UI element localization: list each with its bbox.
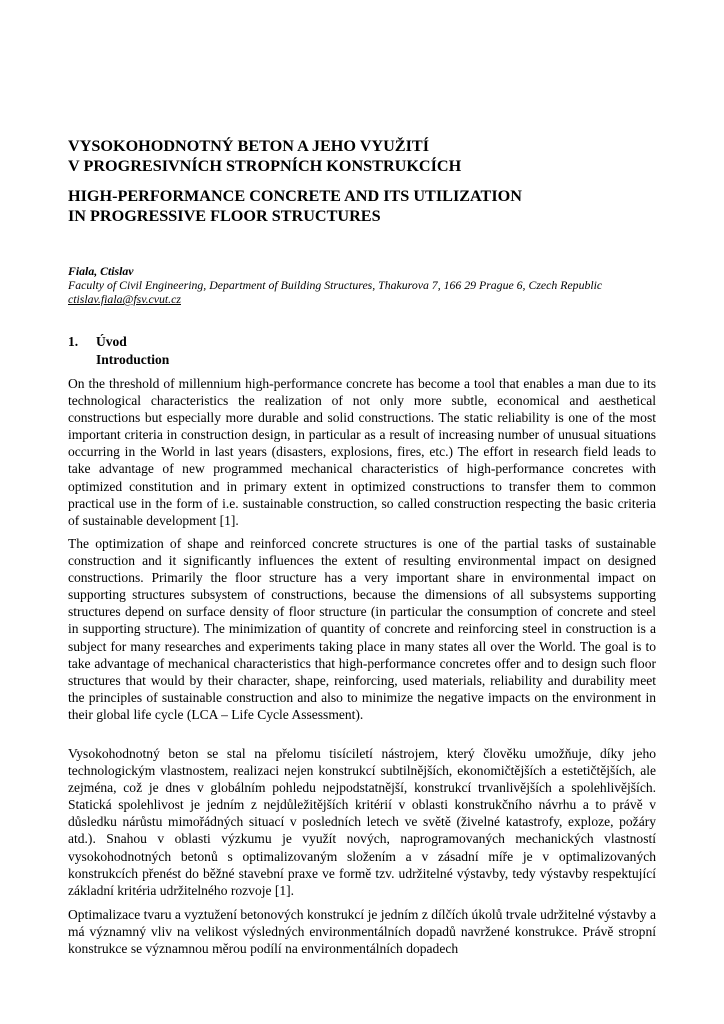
title-en-line-2: IN PROGRESSIVE FLOOR STRUCTURES (68, 207, 381, 225)
section-number: 1. (68, 334, 79, 349)
paragraph-2: The optimization of shape and reinforced concrete structures is one of the partial tasks of sustainable construction and it significantly influences the extent of resulting environmental impact on designed constructions. Primarily the floor structure has a very important share in environmental impact on supporting structures subsystem of constructions, because the dimensions of all subsystems supporting structures depend on surface density of floor structure (in particular the consumption of concrete and steel in supporting structure). The minimization of quantity of concrete and reinforcing steel in construction is a subject for many researches and experiments taking place in many states all over the World. The goal is to take advantage of mechanical characteristics that high-performance concretes offer and to design such floor structures that would by their character, shape, reinforcing, used materials, reliability and durability meet the principles of sustainable construction and also to minimize the negative impacts on the environment in their global life cycle (LCA – Life Cycle Assessment). (68, 536, 656, 722)
title-en-line-1: HIGH-PERFORMANCE CONCRETE AND ITS UTILIZATION (68, 187, 522, 205)
author-name: Fiala, Ctislav (68, 264, 134, 278)
author-affiliation: Faculty of Civil Engineering, Department of Building Structures, Thakurova 7, 166 29 Prague 6, Czech Republic (68, 278, 603, 292)
paragraph-1: On the threshold of millennium high-performance concrete has become a tool that enables a man due to its technological characteristics the realization of not only more subtle, economical and aesthetical constructions but especially more durable and solid constructions. The static reliability is one of the most important criteria in construction design, in particular as a result of increasing number of unusual situations occurring in the World in last years (disasters, explosions, fires, etc.) The effort in research field leads to take advantage of new programmed mechanical characteristics of high-performance concretes with optimized constitution and in primary extent in optimized constructions to transfer them to common practical use in the form of i.e. sustainable construction, so called construction respecting the basic criteria of sustainable development [1]. (68, 376, 656, 528)
title-english (68, 186, 656, 226)
title-czech (68, 136, 656, 176)
section-title-cz: Úvod (96, 334, 127, 349)
section-heading (68, 333, 169, 369)
paragraph-4: Optimalizace tvaru a vyztužení betonových konstrukcí je jedním z dílčích úkolů trvale udržitelné výstavby a má významný vliv na velikost výsledných environmentálních dopadů navržené konstrukce. Právě stropní konstrukce se významnou měrou podílí na environmentálních dopadech (68, 907, 656, 957)
title-cz-line-1: VYSOKOHODNOTNÝ BETON A JEHO VYUŽITÍ (68, 137, 429, 155)
section-title-en: Introduction (96, 352, 170, 367)
title-cz-line-2: V PROGRESIVNÍCH STROPNÍCH KONSTRUKCÍCH (68, 157, 462, 175)
author-email-link[interactable]: ctislav.fiala@fsv.cvut.cz (68, 292, 181, 306)
paragraph-3: Vysokohodnotný beton se stal na přelomu tisíciletí nástrojem, který člověku umožňuje, díky jeho technologickým vlastnostem, realizaci nejen konstrukcí subtilnějších, ekonomičtějších a estetičtějších, ale zejména, což je dnes v globálním pohledu nejpodstatnější, konstrukcí trvanlivějších a spolehlivějších. Statická spolehlivost je jedním z nejdůležitějších kritérií v oblasti konstrukčního návrhu a to právě v důsledku nárůstu mimořádných situací v posledních letech ve světě (živelné katastrofy, exploze, požáry atd.). Snahou v oblasti výzkumu je využít nových, naprogramovaných mechanických vlastností vysokohodnotných betonů s optimalizovaným složením a v zásadní míře je v optimalizovaných konstrukcích přenést do běžné stavební praxe ve formě tzv. udržitelné výstavby, tedy výstavby respektující základní kritéria udržitelného rozvoje [1]. (68, 746, 656, 898)
